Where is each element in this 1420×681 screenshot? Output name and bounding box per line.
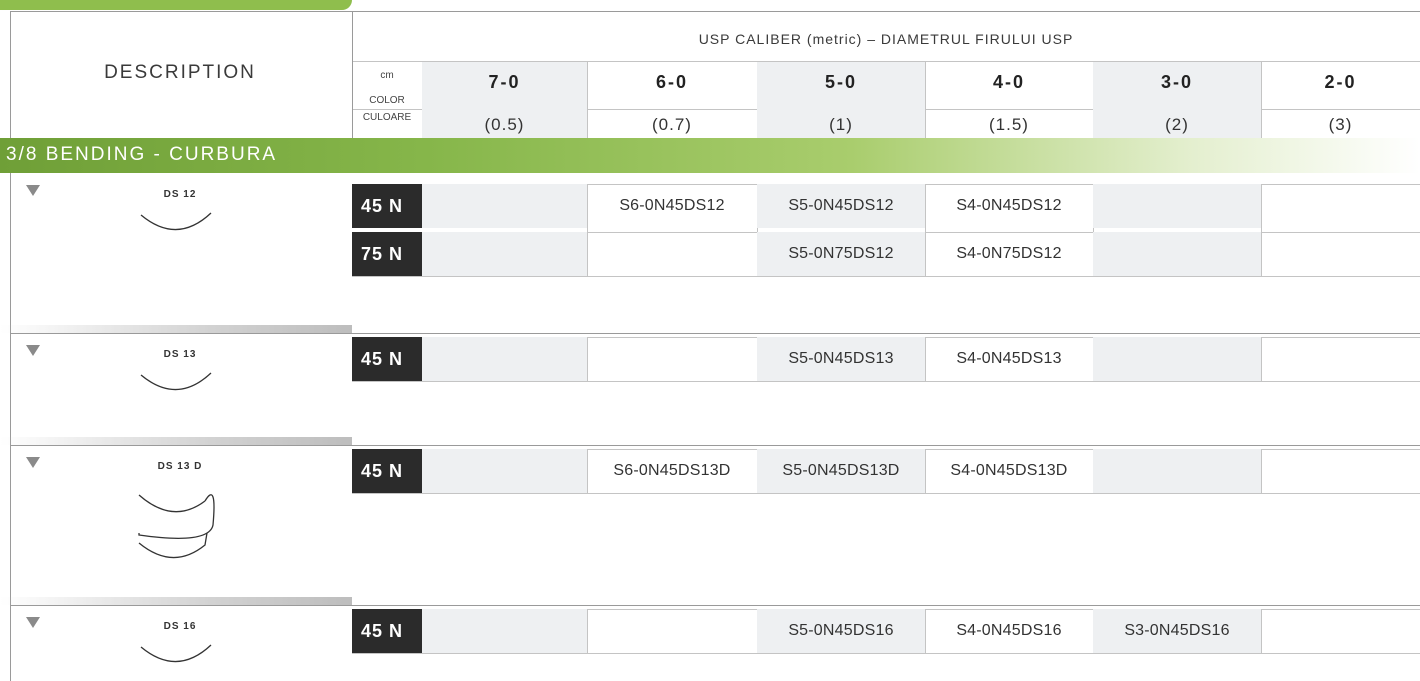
product-code-cell [422,337,587,381]
length-cell: 45 N [352,449,422,493]
curved-needle-icon [125,201,235,241]
caliber-label: 7-0 [488,71,521,92]
triangle-down-icon[interactable] [26,185,40,196]
product-code-cell [422,449,587,493]
caliber-label: 3-0 [1160,71,1193,92]
group-separator [0,437,352,445]
metric-label: (1) [829,115,853,134]
product-code-cell[interactable]: S6-0N45DS13D [613,462,731,479]
usp-caliber-title: USP CALIBER (metric) – DIAMETRUL FIRULUI USP [698,31,1074,47]
product-code-cell [587,337,757,381]
product-code-cell[interactable]: S5-0N45DS13D [757,449,925,493]
curved-needle-icon [125,361,235,401]
grid-line [10,445,1420,446]
triangle-down-icon[interactable] [26,457,40,468]
product-code-cell[interactable]: S5-0N45DS13 [757,337,925,381]
product-code-cell[interactable]: S4-0N75DS12 [956,245,1062,262]
grid-line [352,381,1420,382]
product-code-cell [1261,232,1420,276]
grid-line [10,11,1420,12]
needle-label: DS 12 [163,189,197,200]
product-code-cell [1093,337,1261,381]
length-cell: 45 N [352,609,422,653]
product-code-cell [1261,337,1420,381]
caliber-label: 2-0 [1324,71,1357,92]
product-code-cell [1093,232,1261,276]
top-header-tab [0,0,352,10]
product-code-cell[interactable]: S4-0N45DS16 [956,622,1062,639]
metric-label: (0.7) [652,115,692,134]
grid-line [10,333,1420,334]
product-code-cell [587,232,757,276]
unit-color-label: COLOR [369,95,405,106]
product-code-cell[interactable]: S6-0N45DS12 [619,197,725,214]
triangle-down-icon[interactable] [26,345,40,356]
grid-line [352,493,1420,494]
product-code-cell [422,609,587,653]
group-separator [0,325,352,333]
product-code-cell [1261,609,1420,653]
curved-needle-icon [125,633,235,673]
caliber-label: 6-0 [655,71,688,92]
unit-cm-label: cm [380,70,394,81]
grid-line [352,276,1420,277]
metric-label: (3) [1328,115,1353,134]
product-code-cell[interactable]: S5-0N75DS12 [757,232,925,276]
length-cell: 45 N [352,337,422,381]
product-code-cell [1093,449,1261,493]
product-code-cell [1261,449,1420,493]
section-title: 3/8 BENDING - CURBURA [6,144,278,165]
metric-label: (1.5) [989,115,1029,134]
grid-line [10,605,1420,606]
product-code-cell [587,609,757,653]
description-header: DESCRIPTION [104,62,256,83]
product-code-cell [422,184,587,228]
product-code-cell[interactable]: S4-0N45DS12 [956,197,1062,214]
product-code-cell [1093,184,1261,228]
needle-label: DS 16 [163,621,197,632]
needle-label: DS 13 [163,349,197,360]
product-code-cell[interactable]: S4-0N45DS13 [956,350,1062,367]
product-code-cell[interactable]: S3-0N45DS16 [1093,609,1261,653]
unit-culoare-label: CULOARE [362,112,412,123]
grid-line [352,653,1420,654]
metric-label: (0.5) [484,115,525,134]
product-code-cell[interactable]: S5-0N45DS12 [757,184,925,228]
product-code-cell[interactable]: S4-0N45DS13D [950,462,1068,479]
caliber-label: 4-0 [992,71,1025,92]
group-separator [0,597,352,605]
length-cell: 75 N [352,232,422,276]
curved-needle-icon [125,473,235,573]
metric-label: (2) [1165,115,1189,134]
product-code-cell [1261,184,1420,228]
needle-label: DS 13 D [157,461,203,472]
product-code-cell[interactable]: S5-0N45DS16 [757,609,925,653]
caliber-label: 5-0 [824,71,857,92]
product-code-cell [422,232,587,276]
length-cell: 45 N [352,184,422,228]
triangle-down-icon[interactable] [26,617,40,628]
